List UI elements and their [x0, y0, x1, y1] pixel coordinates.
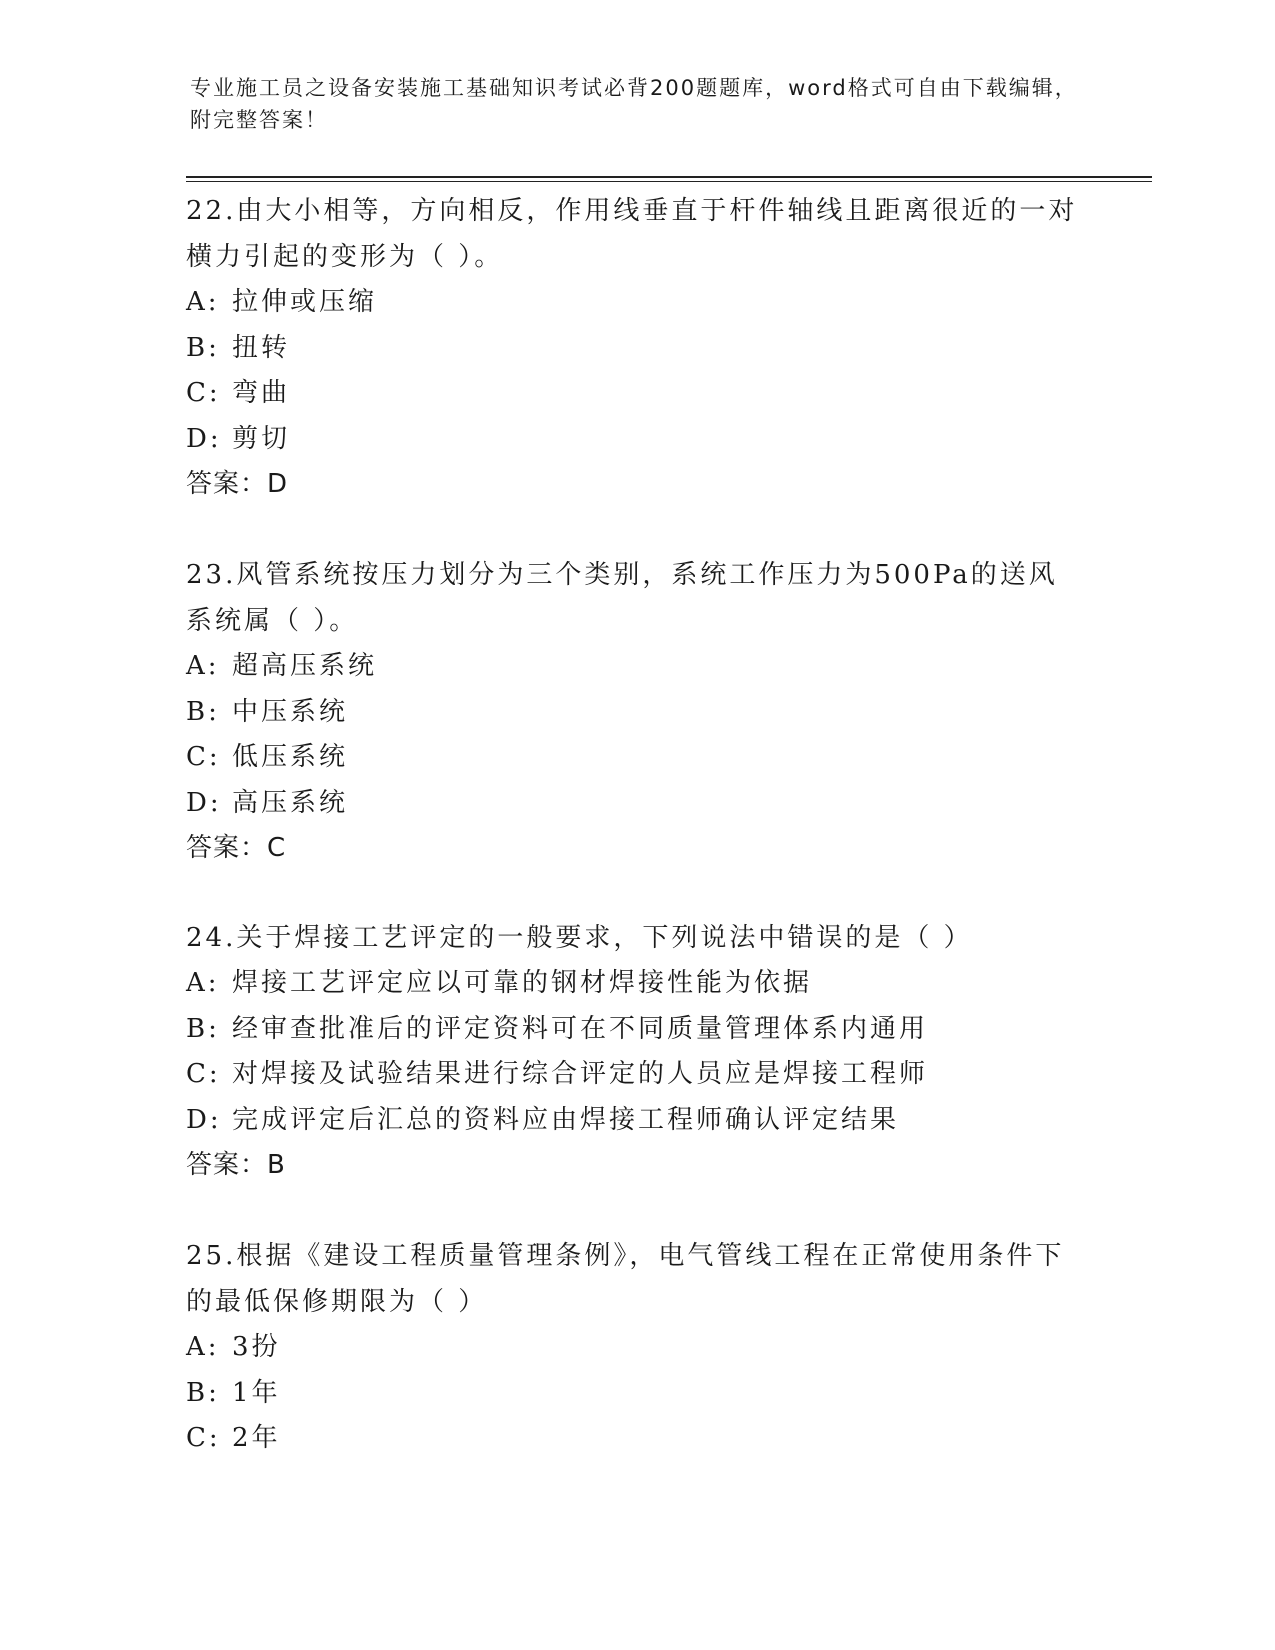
option-text: 弯曲 [232, 378, 291, 408]
option-c [186, 371, 1086, 417]
option-text: 扭转 [232, 332, 291, 363]
question-text: 23.风管系统按压力划分为三个类别，系统工作压力为500Pa的送风系统属（ ）。 [186, 560, 1058, 636]
option-text: 超高压系统 [232, 651, 378, 681]
option-text: 低压系统 [232, 742, 349, 772]
question-25 [186, 1233, 1086, 1462]
option-label: A: [186, 1332, 220, 1362]
option-text: 1年 [232, 1377, 281, 1408]
option-label: B: [186, 1377, 220, 1408]
option-b [186, 326, 1086, 372]
question-22 [186, 188, 1086, 507]
option-text: 3扮 [232, 1332, 281, 1362]
question-23 [186, 552, 1086, 871]
option-text: 焊接工艺评定应以可靠的钢材焊接性能为依据 [232, 968, 813, 998]
question-24 [186, 915, 1086, 1188]
option-d [186, 781, 1086, 827]
header-title: 专业施工员之设备安装施工基础知识考试必背200题题库，word格式可自由下载编辑，附完整答案！ [190, 76, 1078, 132]
option-label: A: [186, 968, 220, 998]
option-label: A: [186, 287, 220, 317]
option-label: D: [186, 1104, 222, 1135]
header-divider-thin [186, 181, 1152, 182]
option-text: 剪切 [232, 423, 291, 454]
option-c [186, 735, 1086, 781]
option-c [186, 1052, 1086, 1098]
question-text: 22.由大小相等，方向相反，作用线垂直于杆件轴线且距离很近的一对横力引起的变形为（ ）。 [186, 196, 1078, 272]
question-text: 25.根据《建设工程质量管理条例》，电气管线工程在正常使用条件下的最低保修期限为（ ） [186, 1241, 1065, 1317]
option-label: C: [186, 378, 221, 408]
option-label: C: [186, 1423, 221, 1453]
option-text: 拉伸或压缩 [232, 287, 378, 317]
answer: 答案：D [186, 469, 289, 499]
answer: 答案：C [186, 833, 287, 863]
option-a [186, 1325, 1086, 1371]
option-a [186, 280, 1086, 326]
option-c [186, 1416, 1086, 1462]
option-label: D: [186, 423, 222, 454]
option-b [186, 1007, 1086, 1053]
option-text: 2年 [232, 1423, 281, 1453]
option-label: B: [186, 696, 220, 727]
option-label: B: [186, 332, 220, 363]
document-header [190, 72, 1090, 136]
answer: 答案：B [186, 1150, 286, 1180]
question-text: 24.关于焊接工艺评定的一般要求，下列说法中错误的是（ ） [186, 923, 973, 953]
option-text: 中压系统 [232, 696, 349, 727]
option-text: 经审查批准后的评定资料可在不同质量管理体系内通用 [232, 1013, 929, 1044]
header-divider [186, 176, 1152, 178]
option-text: 高压系统 [232, 787, 349, 818]
option-a [186, 961, 1086, 1007]
option-label: D: [186, 787, 222, 818]
option-a [186, 644, 1086, 690]
option-label: C: [186, 742, 221, 772]
option-b [186, 1371, 1086, 1417]
option-text: 对焊接及试验结果进行综合评定的人员应是焊接工程师 [232, 1059, 929, 1089]
option-text: 完成评定后汇总的资料应由焊接工程师确认评定结果 [232, 1104, 900, 1135]
option-d [186, 1098, 1086, 1144]
option-b [186, 690, 1086, 736]
option-label: A: [186, 651, 220, 681]
option-label: C: [186, 1059, 221, 1089]
option-d [186, 417, 1086, 463]
option-label: B: [186, 1013, 220, 1044]
